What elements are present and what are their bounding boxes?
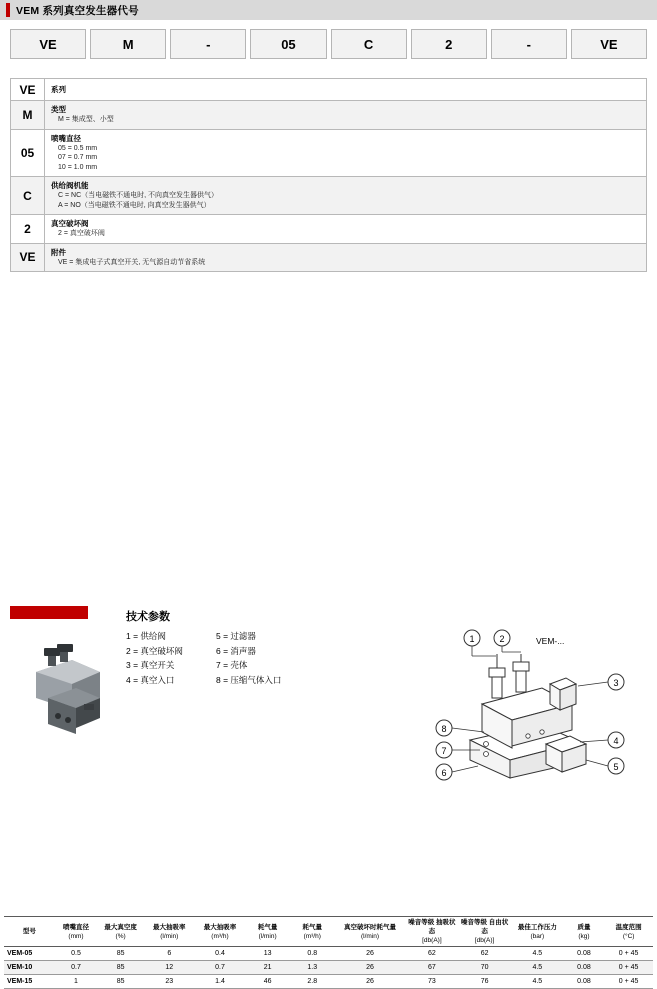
- legend-line: 2 = 真空破坏阀: [58, 230, 105, 237]
- list-item: 4 = 真空入口: [126, 674, 175, 685]
- code-cell-5: 2: [411, 29, 487, 59]
- table-row: [4, 961, 653, 975]
- legend-key: C: [11, 177, 45, 214]
- svg-text:2: 2: [499, 634, 505, 644]
- cell-value: 85: [97, 947, 144, 961]
- list-item: 6 = 消声器: [216, 645, 256, 656]
- cell-value: 2.8: [290, 975, 335, 989]
- cell-value: 0.08: [564, 947, 605, 961]
- code-cell-6: -: [491, 29, 567, 59]
- legend-key: VE: [11, 79, 45, 100]
- list-item: 2 = 真空破坏阀: [126, 645, 183, 656]
- legend-line: A = NO（当电磁铁不通电时, 向真空发生器供气）: [58, 201, 211, 209]
- legend-body: [45, 101, 646, 129]
- cell-model: VEM-15: [4, 975, 55, 989]
- list-item: 7 = 壳体: [216, 660, 248, 670]
- cell-value: 0.08: [564, 975, 605, 989]
- cell-value: 62: [406, 947, 459, 961]
- legend-row: [11, 177, 646, 215]
- cell-value: 21: [245, 961, 290, 975]
- code-cell-0: VE: [10, 29, 86, 59]
- cell-value: 46: [245, 975, 290, 989]
- code-cell-3: 05: [250, 29, 326, 59]
- legend-body: [45, 244, 646, 272]
- legend-heading: 系列: [51, 84, 66, 94]
- component-legend-list: [126, 629, 376, 687]
- table-row: [4, 947, 653, 961]
- svg-text:4: 4: [613, 736, 619, 746]
- cell-value: 85: [97, 975, 144, 989]
- tech-params-title: 技术参数: [126, 611, 170, 623]
- cell-value: 4.5: [511, 961, 564, 975]
- list-item: 1 = 供给阀: [126, 631, 166, 641]
- code-cell-7: VE: [571, 29, 647, 59]
- col-header-air-consumption-lmin: 耗气量 (l/min): [245, 917, 290, 947]
- legend-line: 10 = 1.0 mm: [58, 163, 98, 171]
- cell-value: 67: [406, 961, 459, 975]
- cell-value: 1: [55, 975, 98, 989]
- cell-value: 62: [458, 947, 511, 961]
- diagram-title: VEM-...: [536, 636, 565, 646]
- legend-line: C = NC（当电磁铁不通电时, 不向真空发生器供气）: [58, 192, 219, 199]
- col-header-optimal-pressure: 最佳工作压力 (bar): [511, 917, 564, 947]
- legend-heading: 附件: [51, 247, 66, 257]
- legend-body: [45, 79, 646, 100]
- svg-text:5: 5: [613, 762, 619, 772]
- col-header-max-suction-m3h: 最大抽吸率 (m³/h): [195, 917, 246, 947]
- legend-body: [45, 215, 646, 243]
- col-header-max-suction-lmin: 最大抽吸率 (l/min): [144, 917, 195, 947]
- svg-text:3: 3: [613, 678, 619, 688]
- cell-value: 6: [144, 947, 195, 961]
- section-accent-bar: [10, 606, 88, 619]
- cell-value: 0 + 45: [604, 947, 653, 961]
- cell-model: VEM-10: [4, 961, 55, 975]
- cell-value: 73: [406, 975, 459, 989]
- legend-key: 05: [11, 130, 45, 177]
- cell-value: 1.3: [290, 961, 335, 975]
- product-code-row: [10, 29, 647, 59]
- cell-value: 0.7: [55, 961, 98, 975]
- cell-value: 85: [97, 961, 144, 975]
- legend-line: 07 = 0.7 mm: [58, 154, 98, 161]
- cell-value: 4.5: [511, 947, 564, 961]
- product-photo: [14, 632, 114, 742]
- code-legend-table: [10, 78, 647, 272]
- legend-body: [45, 177, 646, 214]
- legend-key: 2: [11, 215, 45, 243]
- code-cell-2: -: [170, 29, 246, 59]
- cell-value: 76: [458, 975, 511, 989]
- table-row: [4, 975, 653, 989]
- col-header-air-consumption-m3h: 耗气量 (m³/h): [290, 917, 335, 947]
- svg-text:8: 8: [441, 724, 447, 734]
- cell-value: 0.08: [564, 961, 605, 975]
- legend-body: [45, 130, 646, 177]
- list-item: 3 = 真空开关: [126, 660, 175, 670]
- header-accent-bar: [6, 3, 10, 17]
- cell-value: 0.4: [195, 947, 246, 961]
- legend-row: [11, 215, 646, 244]
- legend-row: [11, 79, 646, 101]
- assembly-diagram: [430, 620, 650, 810]
- col-header-noise-suction: 噪音等级 抽吸状态 [db(A)]: [406, 917, 459, 947]
- legend-row: [11, 101, 646, 130]
- list-item: 5 = 过滤器: [216, 631, 256, 641]
- legend-row: [11, 130, 646, 178]
- page-title: VEM 系列真空发生器代号: [16, 4, 139, 17]
- code-cell-4: C: [331, 29, 407, 59]
- cell-value: 23: [144, 975, 195, 989]
- legend-heading: 真空破坏阀: [51, 219, 89, 228]
- col-header-max-vacuum: 最大真空度 (%): [97, 917, 144, 947]
- col-header-weight: 质量 (kg): [564, 917, 605, 947]
- legend-heading: 类型: [51, 105, 66, 114]
- cell-value: 0.7: [195, 961, 246, 975]
- legend-line: M = 集成型、小型: [58, 116, 114, 123]
- col-header-noise-free: 噪音等级 自由状态 [db(A)]: [458, 917, 511, 947]
- cell-value: 13: [245, 947, 290, 961]
- col-header-nozzle-dia: 喷嘴直径 (mm): [55, 917, 98, 947]
- cell-value: 12: [144, 961, 195, 975]
- cell-value: 0 + 45: [604, 961, 653, 975]
- cell-value: 26: [335, 961, 406, 975]
- list-item: 8 = 压缩气体入口: [216, 674, 282, 685]
- spec-table: [4, 916, 653, 989]
- section-header: [0, 0, 657, 20]
- legend-key: M: [11, 101, 45, 129]
- cell-value: 0.5: [55, 947, 98, 961]
- cell-value: 26: [335, 947, 406, 961]
- legend-line: 05 = 0.5 mm: [58, 144, 98, 152]
- component-legend-column-right: [216, 629, 281, 687]
- legend-row: [11, 244, 646, 273]
- cell-value: 0.8: [290, 947, 335, 961]
- legend-line: VE = 集成电子式真空开关, 无气源自动节省系统: [58, 258, 206, 266]
- legend-heading: 供给阀机能: [51, 181, 89, 190]
- legend-key: VE: [11, 244, 45, 272]
- cell-value: 26: [335, 975, 406, 989]
- cell-value: 1.4: [195, 975, 246, 989]
- svg-text:6: 6: [441, 768, 447, 778]
- code-cell-1: M: [90, 29, 166, 59]
- svg-text:1: 1: [469, 634, 475, 644]
- legend-heading: 喷嘴直径: [51, 133, 81, 143]
- spec-table-header-row: [4, 917, 653, 947]
- component-legend-column-left: [126, 629, 216, 687]
- cell-value: 70: [458, 961, 511, 975]
- col-header-temp-range: 温度范围 (°C): [604, 917, 653, 947]
- svg-text:7: 7: [441, 746, 447, 756]
- col-header-model: 型号: [4, 917, 55, 947]
- cell-value: 4.5: [511, 975, 564, 989]
- col-header-blowoff-consumption: 真空破坏时耗气量 (l/min): [335, 917, 406, 947]
- cell-value: 0 + 45: [604, 975, 653, 989]
- cell-model: VEM-05: [4, 947, 55, 961]
